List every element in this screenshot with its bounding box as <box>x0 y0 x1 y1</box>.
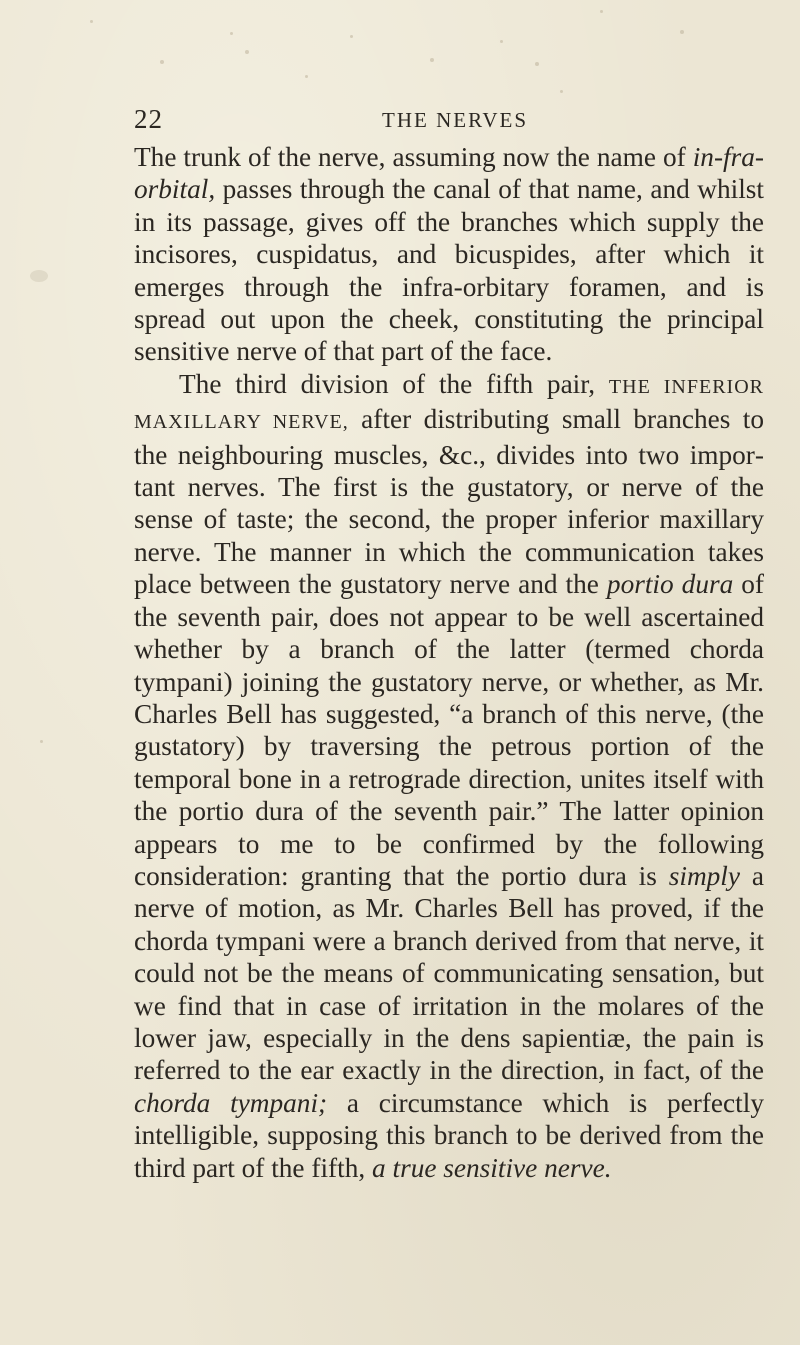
paper-speck <box>680 30 684 34</box>
body-text <box>134 141 764 1184</box>
page-header <box>134 104 754 138</box>
paper-speck <box>560 90 563 93</box>
small-caps-term: THE INFERIOR MAXILLARY NERVE, <box>134 375 764 434</box>
paper-speck <box>90 20 93 23</box>
paragraph: The third division of the fifth pair, THE INFERIOR MAXILLARY NERVE, after distributing small branches to the neighbouring muscles, &c., divides into two important nerves. The first is the gustatory, or nerve of the sense of taste; the second, the proper inferior maxillary nerve. The manner in which the communication takes place between the gustatory nerve and the portio dura of the seventh pair, does not appear to be well ascertained whether by a branch of the latter (termed chorda tympani) joining the gustatory nerve, or whether, as Mr. Charles Bell has suggested, “a branch of this nerve, (the gustatory) by traversing the petrous portion of the temporal bone in a retrograde direction, unites itself with the portio dura of the seventh pair.” The latter opinion appears to me to be confirmed by the following consideration: granting that the portio dura is simply a nerve of motion, as Mr. Charles Bell has proved, if the chorda tympani were a branch derived from that nerve, it could not be the means of communicating sensation, but we find that in case of irritation in the molares of the lower jaw, especially in the dens sapientiæ, the pain is referred to the ear exactly in the direction, in fact, of the chorda tympani; a circumstance which is perfectly intelligible, supposing this branch to be derived from the third part of the fifth, a true sensitive nerve. <box>134 368 765 1183</box>
paper-speck <box>500 40 503 43</box>
paper-speck <box>430 58 434 62</box>
paper-speck <box>30 270 48 282</box>
paper-speck <box>600 10 603 13</box>
paper-speck <box>230 32 233 35</box>
page-number: 22 <box>134 104 163 134</box>
running-head: THE NERVES <box>382 108 529 132</box>
paper-speck <box>40 740 43 743</box>
paragraph: The trunk of the nerve, assuming now the name of in-fra-orbital, passes through the canal of that name, and whilst in its passage, gives off the branches which supply the incisores, cuspidatus, and bicuspides, after which it emerges through the infra-orbitary foramen, and is spread out upon the cheek, constituting the principal sensitive nerve of that part of the face. <box>134 142 764 367</box>
paper-speck <box>350 35 353 38</box>
paper-speck <box>305 75 308 78</box>
paper-speck <box>535 62 539 66</box>
paper-speck <box>160 60 164 64</box>
paper-speck <box>245 50 249 54</box>
